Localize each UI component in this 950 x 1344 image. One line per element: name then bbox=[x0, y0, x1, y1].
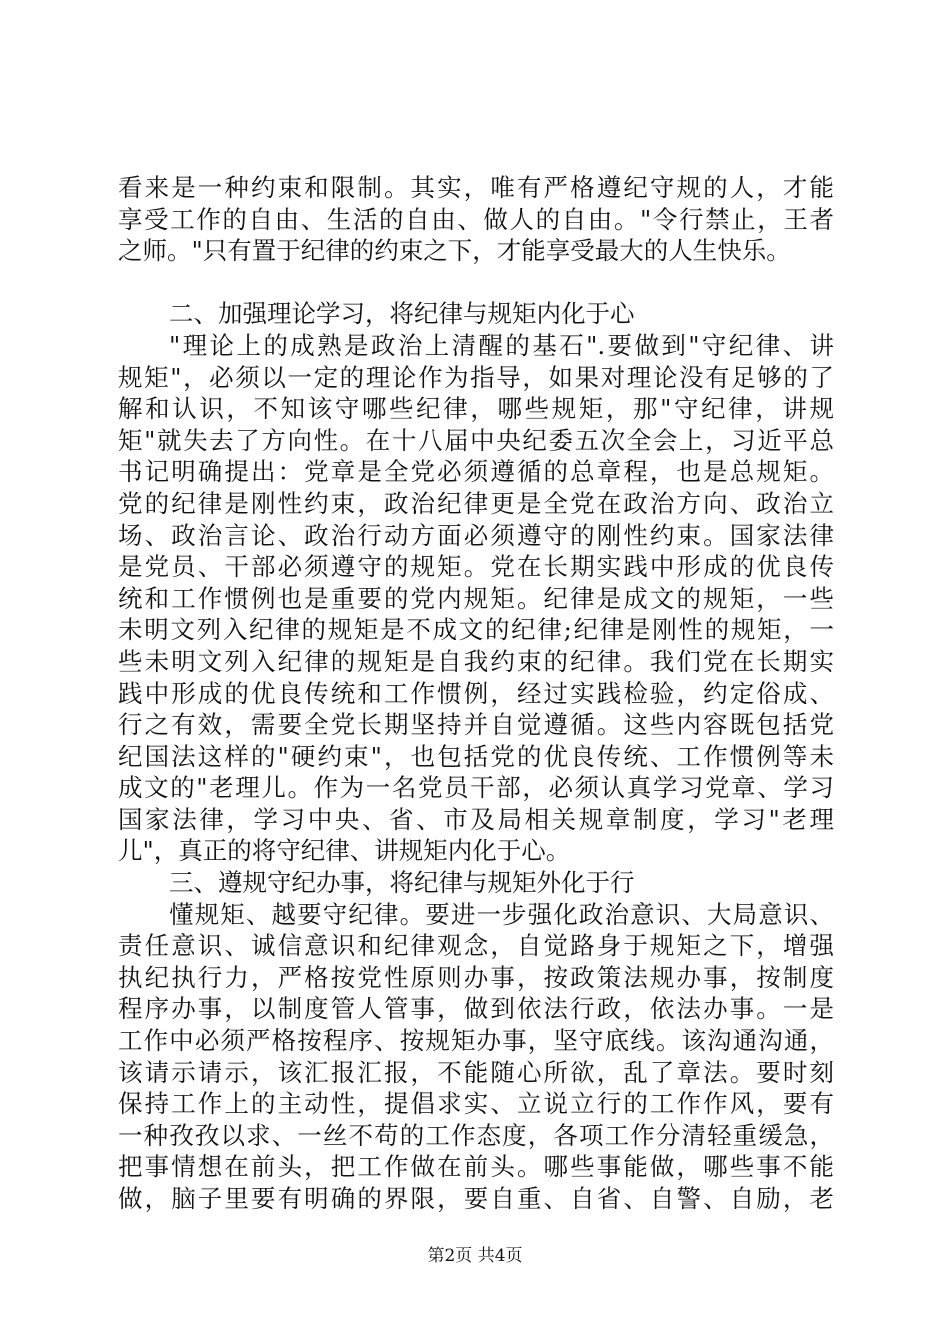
text-line: 执纪执行力，严格按党性原则办事，按政策法规办事，按制度 bbox=[118, 962, 834, 992]
text-line: 责任意识、诚信意识和纪律观念，自觉路身于规矩之下，增强 bbox=[118, 931, 834, 961]
text-line: 二、加强理论学习，将纪律与规矩内化于心 bbox=[169, 299, 635, 329]
text-line: 矩"就失去了方向性。在十八届中央纪委五次全会上，习近平总 bbox=[118, 425, 834, 455]
text-line: 保持工作上的主动性，提倡求实、立说立行的工作作风，要有 bbox=[118, 1089, 834, 1119]
text-line: 成文的"老理儿。作为一名党员干部，必须认真学习党章、学习 bbox=[118, 773, 834, 803]
text-line: 书记明确提出：党章是全党必须遵循的总章程，也是总规矩。 bbox=[118, 457, 834, 487]
page-footer: 第2页 共4页 bbox=[427, 1246, 523, 1266]
text-line: 规矩"，必须以一定的理论作为指导，如果对理论没有足够的了 bbox=[118, 362, 834, 392]
text-line: 未明文列入纪律的规矩是不成文的纪律;纪律是刚性的规矩，一 bbox=[118, 615, 834, 645]
text-line: 统和工作惯例也是重要的党内规矩。纪律是成文的规矩，一些 bbox=[118, 583, 834, 613]
text-line: "理论上的成熟是政治上清醒的基石".要做到"守纪律、讲 bbox=[169, 330, 834, 360]
paragraph-gap bbox=[118, 267, 834, 299]
text-line: 看来是一种约束和限制。其实，唯有严格遵纪守规的人，才能 bbox=[118, 173, 834, 202]
text-line: 纪国法这样的"硬约束"，也包括党的优良传统、工作惯例等未 bbox=[118, 741, 834, 771]
text-line: 懂规矩、越要守纪律。要进一步强化政治意识、大局意识、 bbox=[169, 899, 834, 929]
text-line: 一种孜孜以求、一丝不苟的工作态度，各项工作分清轻重缓急， bbox=[118, 1120, 834, 1150]
text-line: 儿"，真正的将守纪律、讲规矩内化于心。 bbox=[118, 836, 571, 866]
text-line: 做，脑子里要有明确的界限，要自重、自省、自警、自励，老 bbox=[118, 1184, 834, 1213]
text-line: 是党员、干部必须遵守的规矩。党在长期实践中形成的优良传 bbox=[118, 552, 834, 582]
text-line: 该请示请示，该汇报汇报，不能随心所欲，乱了章法。要时刻 bbox=[118, 1057, 834, 1087]
text-line: 解和认识，不知该守哪些纪律，哪些规矩，那"守纪律，讲规 bbox=[118, 394, 834, 424]
text-line: 些未明文列入纪律的规矩是自我约束的纪律。我们党在长期实 bbox=[118, 646, 834, 676]
text-line: 程序办事，以制度管人管事，做到依法行政，依法办事。一是 bbox=[118, 994, 834, 1024]
text-line: 把事情想在前头，把工作做在前头。哪些事能做，哪些事不能 bbox=[118, 1152, 834, 1182]
text-line: 三、遵规守纪办事，将纪律与规矩外化于行 bbox=[169, 868, 635, 898]
document-body bbox=[118, 172, 834, 1215]
text-line: 之师。"只有置于纪律的约束之下，才能享受最大的人生快乐。 bbox=[118, 236, 791, 266]
text-line: 党的纪律是刚性约束，政治纪律更是全党在政治方向、政治立 bbox=[118, 488, 834, 518]
text-line: 场、政治言论、政治行动方面必须遵守的刚性约束。国家法律 bbox=[118, 520, 834, 550]
text-line: 国家法律，学习中央、省、市及局相关规章制度，学习"老理 bbox=[118, 804, 834, 834]
text-line: 行之有效，需要全党长期坚持并自觉遵循。这些内容既包括党 bbox=[118, 710, 834, 740]
text-line: 享受工作的自由、生活的自由、做人的自由。"令行禁止，王者 bbox=[118, 204, 834, 234]
text-line: 工作中必须严格按程序、按规矩办事，坚守底线。该沟通沟通， bbox=[118, 1026, 834, 1056]
text-line: 践中形成的优良传统和工作惯例，经过实践检验，约定俗成、 bbox=[118, 678, 834, 708]
